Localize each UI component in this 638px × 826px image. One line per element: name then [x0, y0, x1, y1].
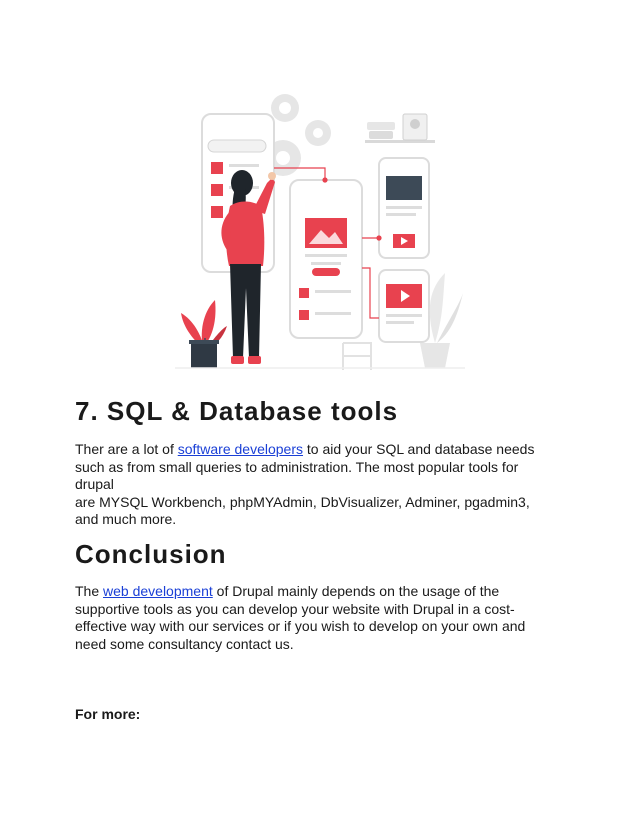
chair-icon: [343, 343, 371, 370]
paragraph-line: such as from small queries to administration. The most popular tools for: [75, 458, 519, 475]
web-development-link[interactable]: web development: [103, 583, 213, 599]
paragraph-line: [75, 583, 575, 601]
software-developers-link[interactable]: software developers: [177, 441, 304, 457]
developer-illustration: [175, 88, 465, 373]
paragraph-line: and much more.: [75, 511, 177, 527]
phone-wireframe-3: [379, 158, 429, 258]
for-more-label: For more:: [75, 706, 141, 722]
paragraph-line: are MYSQL Workbench, phpMYAdmin, DbVisualizer, Adminer, pgadmin3,: [75, 493, 530, 510]
phone-wireframe-4: [379, 270, 429, 342]
paragraph-line: drupal: [75, 476, 114, 492]
plant-left-icon: [181, 300, 227, 368]
section-heading-sql-tools: 7. SQL & Database tools: [75, 396, 399, 426]
text-span: The: [75, 583, 104, 599]
text-span: Ther are a lot of: [75, 441, 178, 457]
text-span: to aid your SQL and database needs: [303, 441, 535, 457]
phone-wireframe-2: [290, 180, 362, 338]
sql-tools-paragraph: [75, 441, 575, 529]
text-span: of Drupal mainly depends on the usage of the: [212, 583, 500, 599]
section-heading-conclusion: Conclusion: [75, 539, 227, 569]
conclusion-paragraph: [75, 583, 575, 653]
shelf-icon: [365, 114, 435, 143]
paragraph-line: supportive tools as you can develop your website with Drupal in a cost-: [75, 600, 515, 617]
paragraph-line: [75, 441, 575, 459]
paragraph-line: effective way with our services or if you wish to develop on your own and: [75, 618, 526, 634]
paragraph-line: need some consultancy contact us.: [75, 635, 294, 652]
